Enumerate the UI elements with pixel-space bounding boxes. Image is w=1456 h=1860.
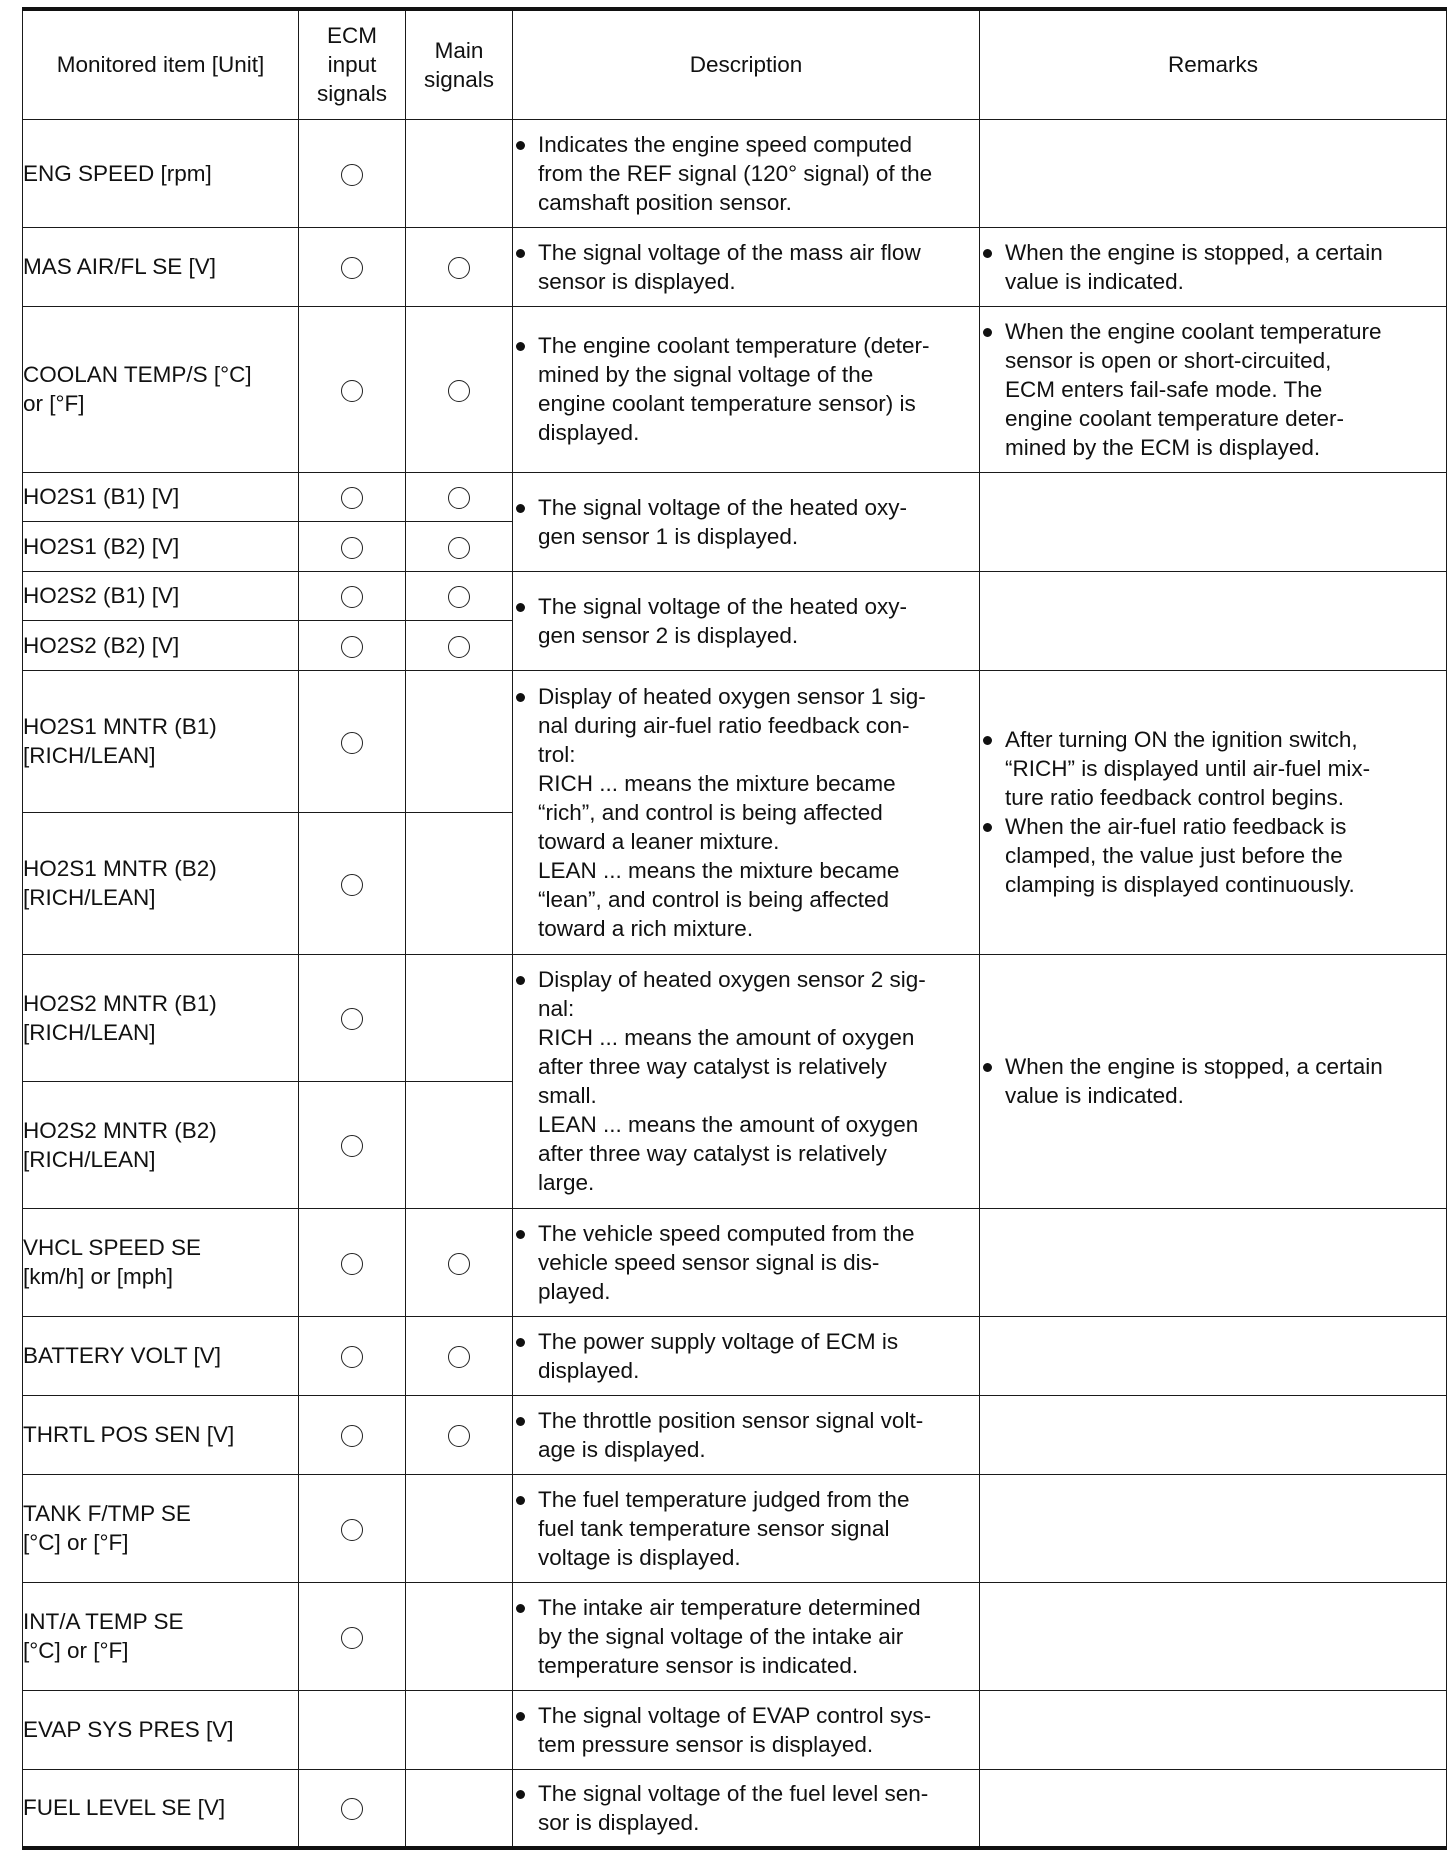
ecm-input-cell [299,1208,406,1316]
circle-mark-icon [341,586,363,608]
table-row [23,670,1447,812]
table-row [23,571,1447,620]
item-cell: TANK F/TMP SE [°C] or [°F] [23,1474,299,1582]
main-signal-cell [406,670,513,812]
main-signal-cell [406,954,513,1081]
description-cell: The signal voltage of the heated oxy- gen sensor 1 is displayed. [513,472,980,571]
ecm-input-cell [299,571,406,620]
remarks-cell [980,1395,1447,1474]
description-cell: The signal voltage of the heated oxy- gen sensor 2 is displayed. [513,571,980,670]
remarks-cell [980,571,1447,670]
ecm-input-cell [299,812,406,954]
main-signal-cell [406,1395,513,1474]
ecm-input-cell [299,1316,406,1395]
ecm-input-cell [299,472,406,521]
item-cell: ENG SPEED [rpm] [23,119,299,227]
header-ecm-input: ECM input signals [299,9,406,119]
remarks-cell [980,1474,1447,1582]
table-row [23,1316,1447,1395]
item-cell: INT/A TEMP SE [°C] or [°F] [23,1582,299,1690]
main-signal-cell [406,472,513,521]
description-cell: The vehicle speed computed from the vehicle speed sensor signal is dis- played. [513,1208,980,1316]
header-main-signals: Main signals [406,9,513,119]
ecm-input-cell [299,1395,406,1474]
table-row [23,1395,1447,1474]
remarks-cell: When the engine is stopped, a certain value is indicated. [980,227,1447,306]
description-cell: The throttle position sensor signal volt- age is displayed. [513,1395,980,1474]
ecm-input-cell [299,227,406,306]
main-signal-cell [406,1474,513,1582]
circle-mark-icon [341,1253,363,1275]
main-signal-cell [406,1316,513,1395]
circle-mark-icon [341,487,363,509]
table-row [23,1582,1447,1690]
item-cell: HO2S2 (B2) [V] [23,620,299,670]
header-monitored-item: Monitored item [Unit] [23,9,299,119]
ecm-input-cell [299,954,406,1081]
circle-mark-icon [341,874,363,896]
ecm-input-cell [299,1081,406,1208]
description-cell: The signal voltage of the fuel level sen- sor is displayed. [513,1769,980,1848]
item-cell: FUEL LEVEL SE [V] [23,1769,299,1848]
table-row [23,1690,1447,1769]
main-signal-cell [406,521,513,571]
main-signal-cell [406,1769,513,1848]
circle-mark-icon [448,1346,470,1368]
remarks-cell [980,1582,1447,1690]
main-signal-cell [406,620,513,670]
main-signal-cell [406,1208,513,1316]
circle-mark-icon [341,636,363,658]
main-signal-cell [406,227,513,306]
main-signal-cell [406,306,513,472]
circle-mark-icon [341,1627,363,1649]
item-cell: HO2S2 (B1) [V] [23,571,299,620]
description-cell: The fuel temperature judged from the fuel tank temperature sensor signal voltage is displayed. [513,1474,980,1582]
main-signal-cell [406,1582,513,1690]
circle-mark-icon [341,1008,363,1030]
item-cell: HO2S1 MNTR (B2) [RICH/LEAN] [23,812,299,954]
table-row [23,954,1447,1081]
table-row [23,1208,1447,1316]
item-cell: EVAP SYS PRES [V] [23,1690,299,1769]
ecm-input-cell [299,670,406,812]
ecm-input-cell [299,521,406,571]
circle-mark-icon [341,257,363,279]
item-cell: COOLAN TEMP/S [°C] or [°F] [23,306,299,472]
remarks-cell: When the engine coolant temperature sensor is open or short-circuited, ECM enters fail-safe mode. The engine coolant temperature deter- mined by the ECM is displayed. [980,306,1447,472]
circle-mark-icon [341,380,363,402]
circle-mark-icon [448,636,470,658]
table-row [23,1474,1447,1582]
description-cell: The signal voltage of the mass air flow sensor is displayed. [513,227,980,306]
main-signal-cell [406,119,513,227]
circle-mark-icon [448,487,470,509]
remarks-cell [980,1690,1447,1769]
description-cell: Display of heated oxygen sensor 2 sig- nal: RICH ... means the amount of oxygen after three way catalyst is relatively small. LEAN ... means the amount of oxygen after three way catalyst is relatively large. [513,954,980,1208]
table-row [23,227,1447,306]
remarks-cell: After turning ON the ignition switch, “RICH” is displayed until air-fuel mix- ture ratio feedback control begins. When the air-fuel ratio feedback is clamped, the value just before the clamping is displayed continuously. [980,670,1447,954]
circle-mark-icon [448,586,470,608]
monitored-items-table [22,7,1447,1850]
header-description: Description [513,9,980,119]
remarks-cell [980,1316,1447,1395]
description-cell: The signal voltage of EVAP control sys- tem pressure sensor is displayed. [513,1690,980,1769]
table-row [23,119,1447,227]
main-signal-cell [406,571,513,620]
circle-mark-icon [448,1425,470,1447]
circle-mark-icon [341,164,363,186]
description-cell: The intake air temperature determined by the signal voltage of the intake air temperature sensor is indicated. [513,1582,980,1690]
item-cell: HO2S1 MNTR (B1) [RICH/LEAN] [23,670,299,812]
ecm-input-cell [299,1474,406,1582]
circle-mark-icon [448,380,470,402]
table-row [23,1769,1447,1848]
description-cell: The engine coolant temperature (deter- mined by the signal voltage of the engine coolant temperature sensor) is displayed. [513,306,980,472]
main-signal-cell [406,1690,513,1769]
description-cell: Display of heated oxygen sensor 1 sig- nal during air-fuel ratio feedback con- trol: RICH ... means the mixture became “rich”, and control is being affected toward a leaner mixture. LEAN ... means the mixture became “lean”, and control is being affected toward a rich mixture. [513,670,980,954]
item-cell: HO2S2 MNTR (B1) [RICH/LEAN] [23,954,299,1081]
remarks-cell [980,472,1447,571]
ecm-input-cell [299,1690,406,1769]
ecm-input-cell [299,620,406,670]
item-cell: HO2S2 MNTR (B2) [RICH/LEAN] [23,1081,299,1208]
remarks-cell [980,119,1447,227]
description-cell: The power supply voltage of ECM is displayed. [513,1316,980,1395]
circle-mark-icon [341,1798,363,1820]
table-row [23,306,1447,472]
item-cell: HO2S1 (B1) [V] [23,472,299,521]
item-cell: BATTERY VOLT [V] [23,1316,299,1395]
circle-mark-icon [341,537,363,559]
ecm-input-cell [299,1582,406,1690]
ecm-input-cell [299,1769,406,1848]
main-signal-cell [406,1081,513,1208]
table-row [23,472,1447,521]
item-cell: VHCL SPEED SE [km/h] or [mph] [23,1208,299,1316]
header-remarks: Remarks [980,9,1447,119]
circle-mark-icon [341,1346,363,1368]
remarks-cell [980,1769,1447,1848]
description-cell: Indicates the engine speed computed from the REF signal (120° signal) of the camshaft position sensor. [513,119,980,227]
ecm-input-cell [299,119,406,227]
item-cell: THRTL POS SEN [V] [23,1395,299,1474]
circle-mark-icon [448,537,470,559]
item-cell: HO2S1 (B2) [V] [23,521,299,571]
remarks-cell: When the engine is stopped, a certain value is indicated. [980,954,1447,1208]
circle-mark-icon [341,1425,363,1447]
main-signal-cell [406,812,513,954]
circle-mark-icon [448,1253,470,1275]
remarks-cell [980,1208,1447,1316]
item-cell: MAS AIR/FL SE [V] [23,227,299,306]
circle-mark-icon [341,732,363,754]
circle-mark-icon [341,1519,363,1541]
circle-mark-icon [341,1135,363,1157]
circle-mark-icon [448,257,470,279]
ecm-input-cell [299,306,406,472]
